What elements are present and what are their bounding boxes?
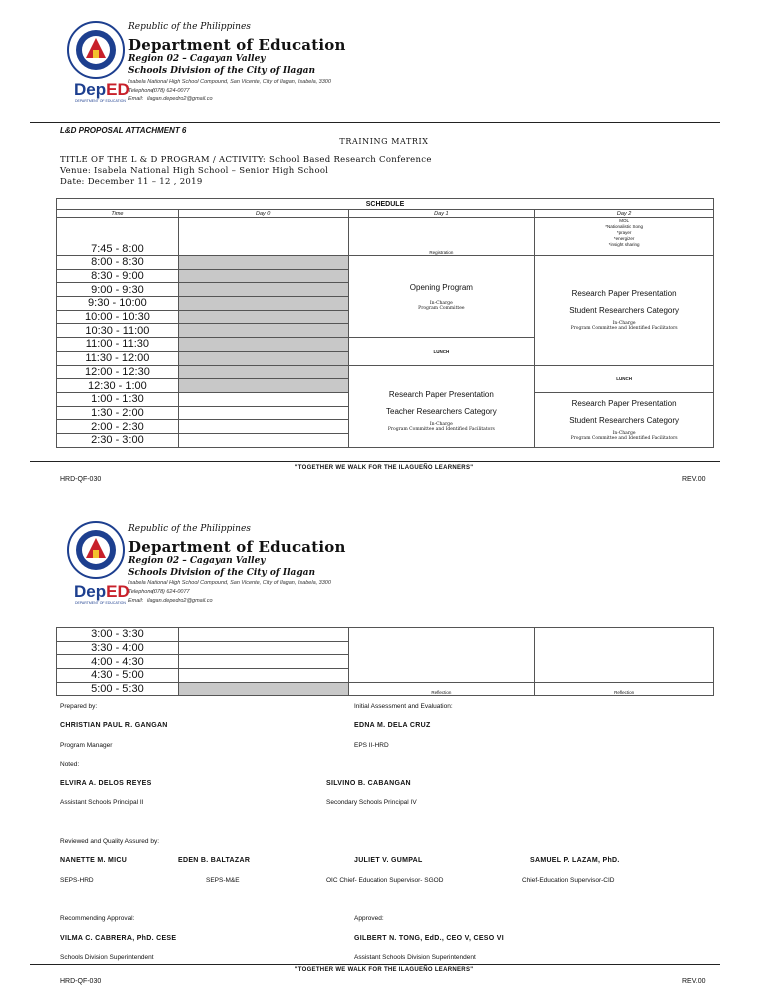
initial-label: Initial Assessment and Evaluation: <box>354 703 453 710</box>
venue-text: Venue: Isabela National High School – Senior High School <box>60 166 329 176</box>
day2-am-committee: Program Committee and Identified Facilitators <box>570 326 678 332</box>
day0-cell <box>178 310 348 324</box>
schedule-table-continued <box>56 627 714 696</box>
day2-am-session <box>535 256 714 366</box>
rev4-role: Chief-Education Supervisor-CID <box>522 877 615 884</box>
time-slot: 2:30 - 3:00 <box>57 433 179 447</box>
rev4-name: SAMUEL P. LAZAM, PhD. <box>530 857 620 864</box>
day1-cell <box>348 628 535 683</box>
mol-line: *energizer <box>613 236 635 241</box>
day0-cell <box>178 628 348 642</box>
day0-cell <box>178 218 348 256</box>
date-text: Date: December 11 – 12 , 2019 <box>60 177 203 187</box>
mol-line: MOL <box>619 218 629 223</box>
time-slot: 12:00 - 12:30 <box>57 365 179 379</box>
address-text: Isabela National High School Compound, San Vicente, City of Ilagan, Isabela, 3300 <box>128 79 331 85</box>
opening-incharge: In-Charge <box>429 300 453 306</box>
rev3-name: JULIET V. GUMPAL <box>354 857 423 864</box>
day1-pm-title: Research Paper Presentation <box>388 390 494 400</box>
approved-label: Approved: <box>354 915 384 922</box>
day0-cell <box>178 256 348 270</box>
deped-seal-icon <box>66 20 126 80</box>
reviewed-label: Reviewed and Quality Assured by: <box>60 838 159 845</box>
noted2-role: Secondary Schools Principal IV <box>326 799 417 806</box>
time-slot: 1:30 - 2:00 <box>57 406 179 420</box>
day2-mol <box>535 218 714 256</box>
day2-am-incharge: In-Charge <box>612 321 636 327</box>
day0-cell <box>178 669 348 683</box>
noted1-role: Assistant Schools Principal II <box>60 799 144 806</box>
col-day1: Day 1 <box>348 210 535 218</box>
day0-cell <box>178 420 348 434</box>
telephone-value: (078) 624-0077 <box>152 88 190 94</box>
footer-motto: "TOGETHER WE WALK FOR THE ILAGUEÑO LEARNERS" <box>294 967 474 973</box>
col-day0: Day 0 <box>178 210 348 218</box>
day0-cell <box>178 324 348 338</box>
time-slot: 8:30 - 9:00 <box>57 269 179 283</box>
header-rule <box>30 122 720 123</box>
deped-logo-sub: DEPARTMENT OF EDUCATION <box>75 99 126 103</box>
time-slot: 11:30 - 12:00 <box>57 351 179 365</box>
time-slot: 10:30 - 11:00 <box>57 324 179 338</box>
day0-cell <box>178 269 348 283</box>
noted1-name: ELVIRA A. DELOS REYES <box>60 780 152 787</box>
footer-rule <box>30 964 720 965</box>
rev3-role: OIC Chief- Education Supervisor- SGOD <box>326 877 444 884</box>
day2-reflection: Reflection <box>535 682 714 696</box>
time-slot: 4:30 - 5:00 <box>57 669 179 683</box>
rev2-name: EDEN B. BALTAZAR <box>178 857 251 864</box>
time-slot: 9:00 - 9:30 <box>57 283 179 297</box>
day2-pm-committee: Program Committee and Identified Facilitators <box>570 435 678 441</box>
recommending-name: VILMA C. CABRERA, PhD. CESE <box>60 935 177 942</box>
initial-role: EPS II-HRD <box>354 742 389 749</box>
division-text: Schools Division of the City of Ilagan <box>128 66 315 76</box>
republic-text: Republic of the Philippines <box>128 524 251 534</box>
mol-line: *prayer <box>616 230 632 235</box>
day0-cell <box>178 392 348 406</box>
program-title: TITLE OF THE L & D PROGRAM / ACTIVITY: School Based Research Conference <box>60 155 432 165</box>
day2-pm-category: Student Researchers Category <box>569 415 680 425</box>
day0-cell <box>178 283 348 297</box>
noted-label: Noted: <box>60 761 80 768</box>
time-slot: 4:00 - 4:30 <box>57 655 179 669</box>
rev1-name: NANETTE M. MICU <box>60 857 128 864</box>
deped-logo: DepED <box>74 582 130 601</box>
time-slot: 2:00 - 2:30 <box>57 420 179 434</box>
mol-line: *insight sharing <box>608 242 640 247</box>
telephone-label: Telephone: <box>128 589 156 595</box>
day2-cell <box>535 628 714 683</box>
doc-title: TRAINING MATRIX <box>339 137 429 146</box>
schedule-table <box>56 198 714 448</box>
day1-pm-category: Teacher Researchers Category <box>386 407 497 417</box>
day0-cell <box>178 406 348 420</box>
day0-cell <box>178 682 348 696</box>
day0-cell <box>178 433 348 447</box>
attachment-label: L&D PROPOSAL ATTACHMENT 6 <box>60 126 187 135</box>
time-slot: 5:00 - 5:30 <box>57 682 179 696</box>
telephone-label: Telephone: <box>128 88 156 94</box>
page-1 <box>0 0 768 490</box>
opening-committee: Program Committee <box>418 305 465 311</box>
address-text: Isabela National High School Compound, San Vicente, City of Ilagan, Isabela, 3300 <box>128 580 331 586</box>
time-slot: 9:30 - 10:00 <box>57 297 179 311</box>
day1-pm-session <box>348 365 535 447</box>
day2-lunch: LUNCH <box>535 365 714 392</box>
day1-pm-committee: Program Committee and Identified Facilitators <box>387 427 495 433</box>
email-label: Email: <box>128 598 144 604</box>
day2-am-title: Research Paper Presentation <box>571 289 677 299</box>
day0-cell <box>178 365 348 379</box>
prepared-role: Program Manager <box>60 742 113 749</box>
page-2 <box>0 490 768 1006</box>
day2-pm-session <box>535 392 714 447</box>
time-slot: 12:30 - 1:00 <box>57 379 179 393</box>
email-label: Email: <box>128 96 144 102</box>
initial-name: EDNA M. DELA CRUZ <box>354 722 431 729</box>
noted2-name: SILVINO B. CABANGAN <box>326 780 411 787</box>
department-title: Department of Education <box>128 538 346 556</box>
deped-seal-icon <box>66 520 126 580</box>
deped-logo: DepED <box>74 80 130 99</box>
mol-line: *Nationalistic Song <box>605 224 643 229</box>
opening-title: Opening Program <box>409 282 473 292</box>
day0-cell <box>178 297 348 311</box>
day1-pm-incharge: In-Charge <box>429 422 453 428</box>
time-slot: 1:00 - 1:30 <box>57 392 179 406</box>
day0-cell <box>178 351 348 365</box>
time-slot: 3:30 - 4:00 <box>57 641 179 655</box>
day0-cell <box>178 655 348 669</box>
republic-text: Republic of the Philippines <box>128 22 251 32</box>
region-text: Region 02 – Cagayan Valley <box>128 54 266 64</box>
day1-registration: Registration <box>348 218 535 256</box>
region-text: Region 02 – Cagayan Valley <box>128 556 266 566</box>
rev1-role: SEPS-HRD <box>60 877 94 884</box>
prepared-label: Prepared by: <box>60 703 98 710</box>
day2-pm-title: Research Paper Presentation <box>571 398 677 408</box>
footer-rev: REV.00 <box>682 978 706 985</box>
prepared-name: CHRISTIAN PAUL R. GANGAN <box>60 722 168 729</box>
time-slot: 10:00 - 10:30 <box>57 310 179 324</box>
approved-role: Assistant Schools Division Superintendent <box>354 954 476 961</box>
recommending-role: Schools Division Superintendent <box>60 954 154 961</box>
schedule-title: SCHEDULE <box>57 199 714 210</box>
deped-logo-sub: DEPARTMENT OF EDUCATION <box>75 601 126 605</box>
rev2-role: SEPS-M&E <box>206 877 240 884</box>
footer-rev: REV.00 <box>682 476 706 483</box>
department-title: Department of Education <box>128 36 346 54</box>
day1-lunch: LUNCH <box>348 338 535 365</box>
day2-am-category: Student Researchers Category <box>569 306 680 316</box>
telephone-value: (078) 624-0077 <box>152 589 190 595</box>
time-slot: 7:45 - 8:00 <box>57 218 179 256</box>
recommending-label: Recommending Approval: <box>60 915 135 922</box>
day1-reflection: Reflection <box>348 682 535 696</box>
footer-motto: "TOGETHER WE WALK FOR THE ILAGUEÑO LEARNERS" <box>294 465 474 471</box>
email-value: ilagan.depedro2@gmail.co <box>147 96 213 102</box>
day0-cell <box>178 338 348 352</box>
footer-code: HRD-QF-030 <box>60 476 102 483</box>
division-text: Schools Division of the City of Ilagan <box>128 568 315 578</box>
approved-name: GILBERT N. TONG, EdD., CEO V, CESO VI <box>354 935 504 942</box>
footer-code: HRD-QF-030 <box>60 978 102 985</box>
day2-pm-incharge: In-Charge <box>612 430 636 436</box>
time-slot: 8:00 - 8:30 <box>57 256 179 270</box>
email-value: ilagan.depedro2@gmail.co <box>147 598 213 604</box>
col-time: Time <box>57 210 179 218</box>
col-day2: Day 2 <box>535 210 714 218</box>
day0-cell <box>178 379 348 393</box>
time-slot: 11:00 - 11:30 <box>57 338 179 352</box>
footer-rule <box>30 461 720 462</box>
day0-cell <box>178 641 348 655</box>
day1-opening <box>348 256 535 338</box>
time-slot: 3:00 - 3:30 <box>57 628 179 642</box>
